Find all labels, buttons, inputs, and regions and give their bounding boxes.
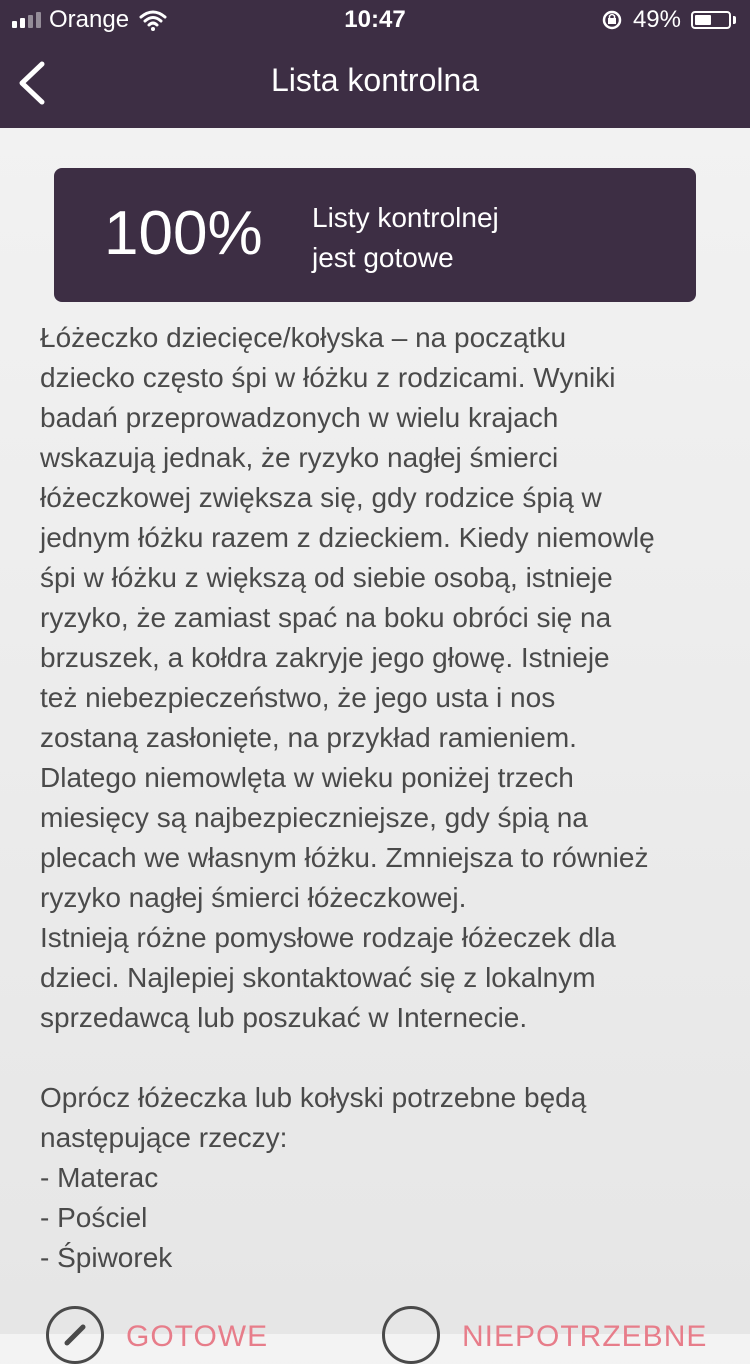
article-text: Łóżeczko dziecięce/kołyska – na początku dziecko często śpi w łóżku z rodzicami. Wyniki badań przeprowadzonych w wielu krajach wskazują jednak, że ryzyko nagłej śmierci łóżeczkowej zwiększa się, gdy rodzice śpią w jednym łóżku razem z dzieckiem. Kiedy niemowlę śpi w łóżku z większą od siebie osobą, istnieje ryzyko, że zamiast spać na boku obróci się na brzuszek, a kołdra zakryje jego głowę. Istnieje też niebezpieczeństwo, że jego usta i nos zostaną zasłonięte, na przykład ramieniem. Dlatego niemowlęta w wieku poniżej trzech miesięcy są najbezpieczniejsze, gdy śpią na plecach we własnym łóżku. Zmniejsza to również ryzyko nagłej śmierci łóżeczkowej. Istnieją różne pomysłowe rodzaje łóżeczek dla dzieci. Najlepiej skontaktować się z lokalnym sprzedawcą lub poszukać w Internecie. Oprócz łóżeczka lub kołyski potrzebne będą następujące rzeczy: - Materac - Pościel - Śpiworek [40, 322, 655, 1273]
empty-circle-icon [382, 1306, 440, 1364]
action-bar [0, 1300, 750, 1353]
top-bar [0, 0, 750, 128]
battery-icon [691, 11, 736, 29]
done-button[interactable] [46, 1306, 268, 1364]
rotation-lock-icon [601, 9, 623, 31]
unnecessary-label: NIEPOTRZEBNE [462, 1320, 708, 1353]
pencil-icon [46, 1306, 104, 1364]
progress-percent: 100% [104, 199, 263, 268]
status-bar [0, 0, 750, 40]
progress-line-1: Listy kontrolnej [312, 202, 499, 233]
progress-card [54, 168, 696, 302]
done-label: GOTOWE [126, 1320, 269, 1353]
progress-line-2: jest gotowe [312, 242, 454, 273]
status-time: 10:47 [344, 6, 406, 33]
unnecessary-button[interactable] [382, 1306, 707, 1364]
carrier-label: Orange [49, 6, 130, 33]
progress-message [312, 198, 652, 278]
page-title: Lista kontrolna [270, 62, 480, 98]
battery-percent: 49% [632, 6, 681, 33]
